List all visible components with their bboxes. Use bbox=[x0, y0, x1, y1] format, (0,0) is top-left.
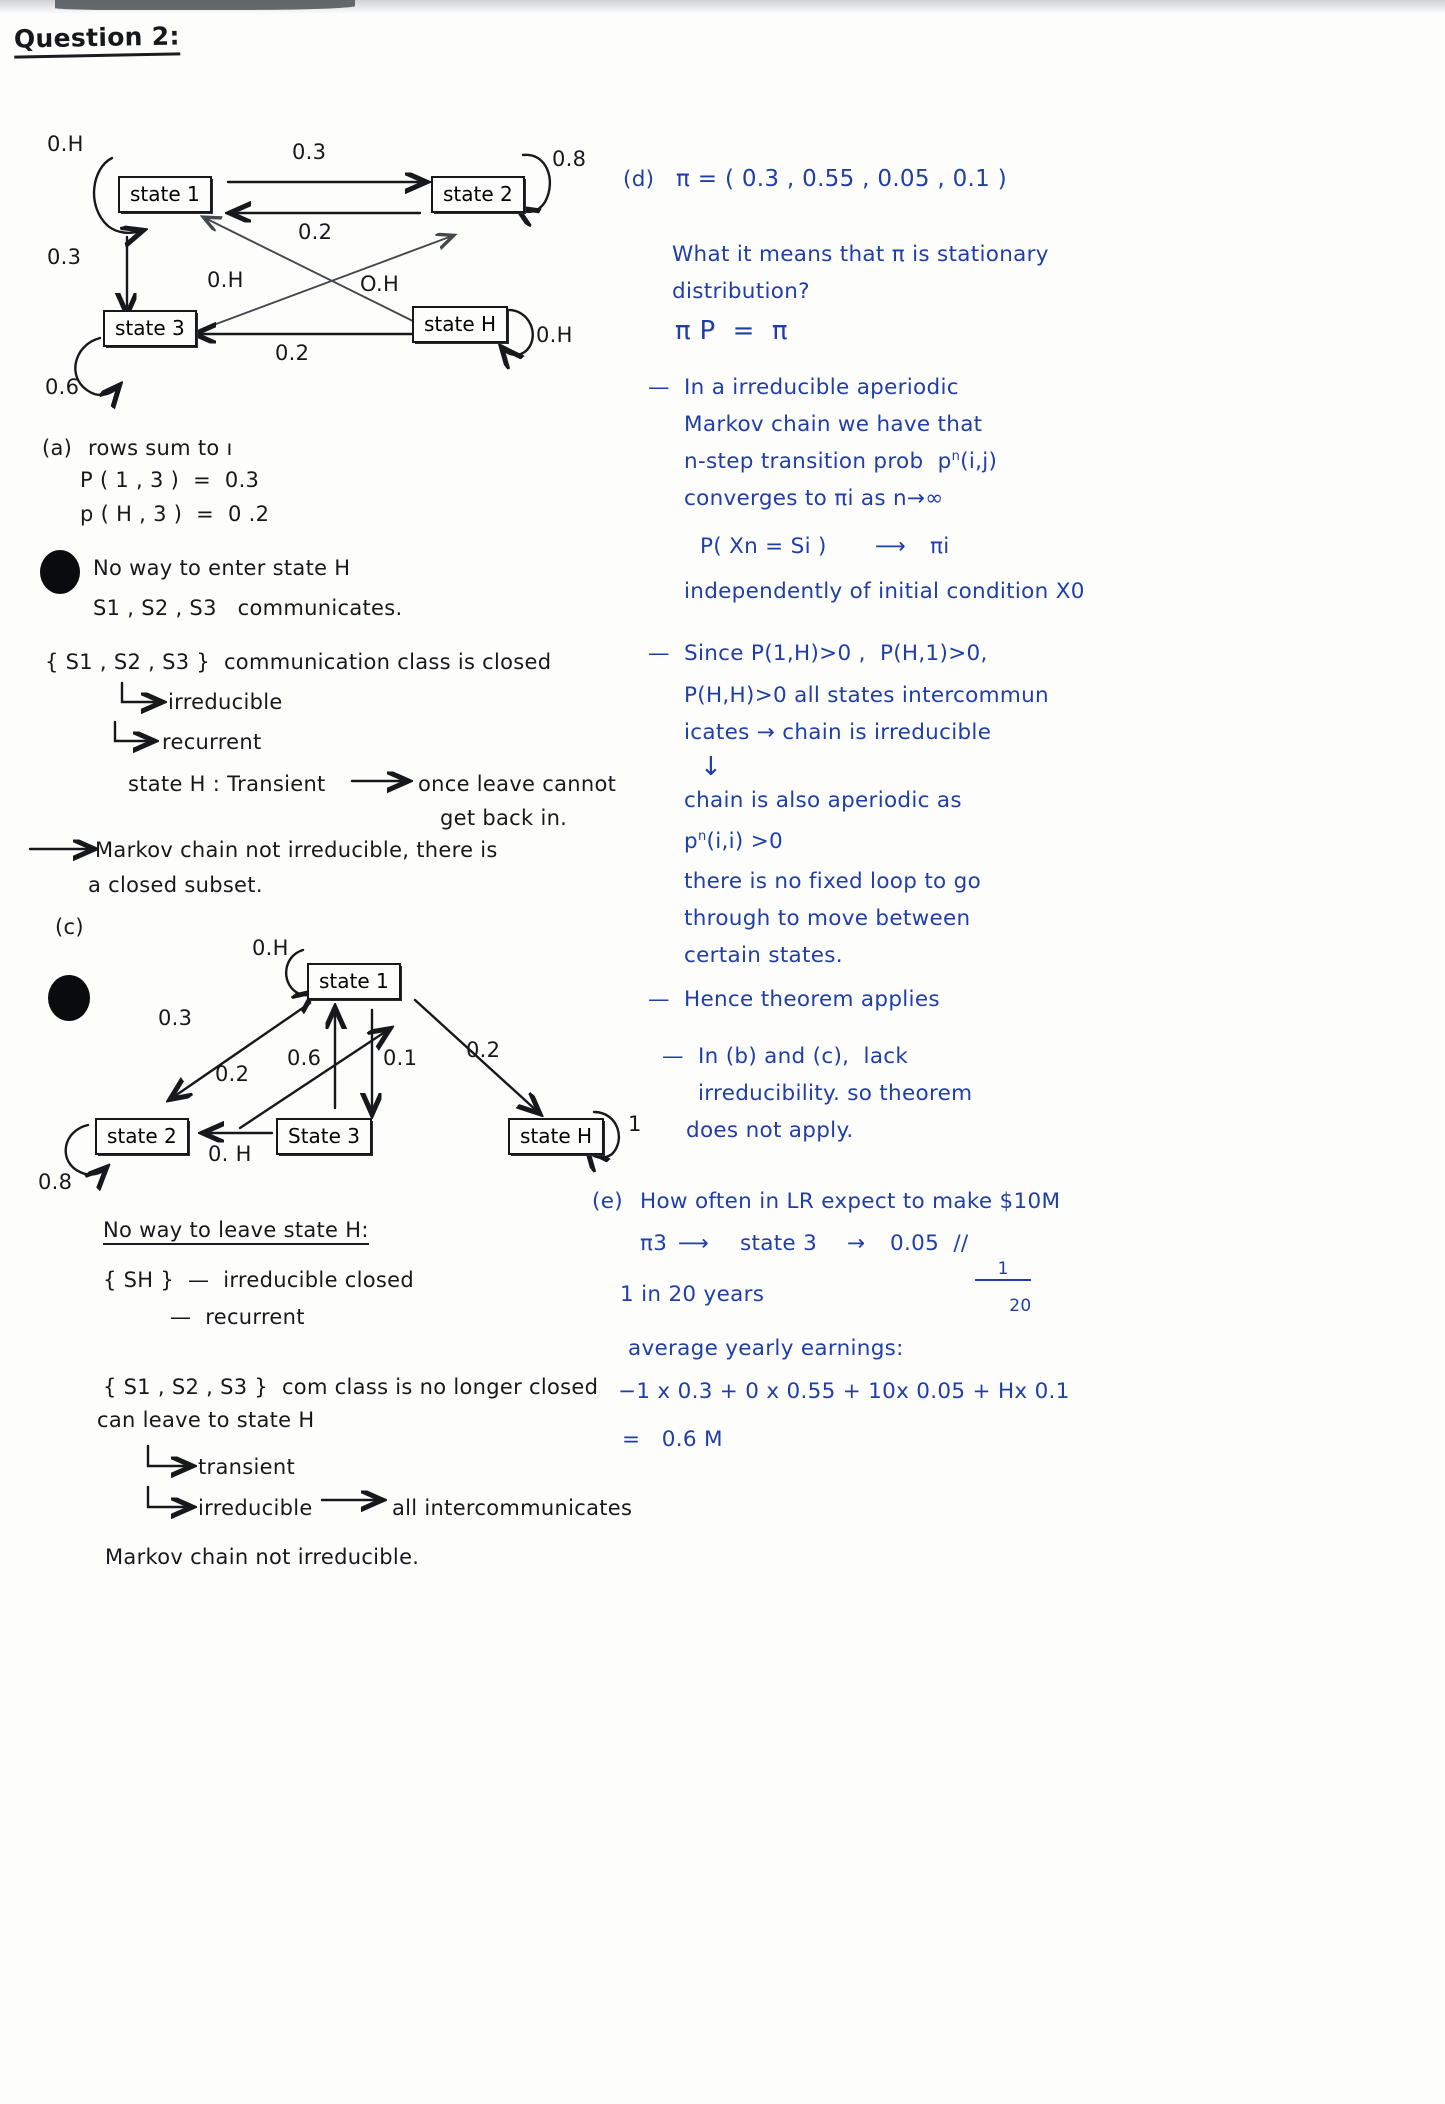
edge-label-1-to-3-b: 0.3 bbox=[47, 245, 82, 269]
part-b-line-4: irreducible bbox=[168, 690, 283, 714]
part-d-b1-line-2: Markov chain we have that bbox=[684, 412, 983, 437]
edge-label-2-to-1-c: 0.2 bbox=[215, 1062, 250, 1086]
part-d-b2-line-6: there is no fixed loop to go bbox=[684, 869, 982, 894]
scan-top-shadow bbox=[55, 0, 355, 10]
part-a-line-1: rows sum to ı bbox=[88, 436, 233, 460]
part-d-b2-p: p bbox=[684, 829, 698, 855]
edge-label-self-3-b: 0.6 bbox=[45, 375, 80, 399]
part-d-pi-vector: π = ( 0.3 , 0.55 , 0.05 , 0.1 ) bbox=[676, 166, 1007, 192]
part-e-line-4: average yearly earnings: bbox=[628, 1336, 904, 1361]
part-d-b2-line-5 bbox=[684, 830, 783, 855]
part-d-b1-line-6: independently of initial condition X0 bbox=[684, 579, 1085, 604]
part-d-b1-line-3-text: n-step transition prob p bbox=[684, 449, 952, 475]
part-b-line-9: Markov chain not irreducible, there is bbox=[95, 838, 498, 862]
part-c-line-4: can leave to state H bbox=[97, 1408, 315, 1432]
part-e-line-5: −1 x 0.3 + 0 x 0.55 + 10x 0.05 + Hx 0.1 bbox=[618, 1379, 1070, 1404]
part-d-dash-1: — bbox=[648, 375, 670, 400]
part-b-line-6: state H : Transient bbox=[128, 772, 326, 796]
edge-label-1-to-4-c: 0.2 bbox=[466, 1038, 501, 1062]
node-state-1-b: state 1 bbox=[118, 176, 212, 213]
edge-label-self-2-b: 0.8 bbox=[552, 147, 587, 171]
node-state-4-b: state H bbox=[412, 306, 508, 343]
part-d-b2-line-8: certain states. bbox=[684, 943, 843, 968]
node-state-3-b: state 3 bbox=[103, 310, 197, 347]
node-state-2-c: state 2 bbox=[95, 1118, 189, 1155]
part-d-b1-line-5-b: πi bbox=[930, 534, 950, 559]
part-c-marker: (c) bbox=[55, 915, 84, 939]
part-d-b1-line-3-tail: (i,j) bbox=[960, 449, 998, 475]
part-d-dash-3: — bbox=[648, 987, 670, 1012]
part-a-line-3: p ( H , 3 ) = 0 .2 bbox=[80, 502, 270, 526]
part-b-line-1: No way to enter state H bbox=[93, 556, 351, 580]
edge-label-self-4-c: 1 bbox=[628, 1112, 642, 1136]
edge-label-1-to-2-c: 0.3 bbox=[158, 1006, 193, 1030]
part-a-line-2: P ( 1 , 3 ) = 0.3 bbox=[80, 468, 260, 492]
part-c-line-3: { S1 , S2 , S3 } com class is no longer closed bbox=[103, 1375, 599, 1399]
part-e-heading: How often in LR expect to make $10M bbox=[640, 1189, 1061, 1214]
part-a-marker: (a) bbox=[42, 436, 73, 460]
part-e-line-6: = 0.6 M bbox=[622, 1427, 723, 1452]
part-d-b1-line-4: converges to πi as n→∞ bbox=[684, 486, 944, 511]
part-c-line-8: Markov chain not irreducible. bbox=[105, 1545, 420, 1569]
page-title: Question 2: bbox=[14, 22, 180, 58]
node-state-2-b: state 2 bbox=[431, 176, 525, 213]
part-d-question-line-2: distribution? bbox=[672, 279, 810, 304]
part-d-b2-line-1: Since P(1,H)>0 , P(H,1)>0, bbox=[684, 641, 988, 666]
part-c-line-1: { SH } — irreducible closed bbox=[103, 1268, 414, 1292]
edge-label-cross-down-b: O.H bbox=[360, 272, 400, 296]
part-c-line-2: — recurrent bbox=[170, 1305, 305, 1329]
part-d-dash-4: — bbox=[662, 1044, 684, 1069]
edge-label-4-to-3-b: 0.2 bbox=[275, 341, 310, 365]
part-e-fraction bbox=[975, 1225, 1031, 1334]
part-c-line-5: transient bbox=[198, 1455, 295, 1479]
edge-label-2-to-1-b: 0.2 bbox=[298, 220, 333, 244]
part-d-b1-line-5-a: P( Xn = Si ) bbox=[700, 534, 827, 559]
part-d-b3-line: Hence theorem applies bbox=[684, 987, 940, 1012]
part-d-b4-line-3: does not apply. bbox=[686, 1118, 854, 1143]
part-e-line-3: 1 in 20 years bbox=[620, 1282, 765, 1307]
edge-label-3-to-2-c: 0. H bbox=[208, 1142, 252, 1166]
edge-label-3-to-1-c: 0.6 bbox=[287, 1046, 322, 1070]
part-e-state3: state 3 bbox=[740, 1231, 818, 1256]
part-d-b2-tail: (i,i) >0 bbox=[706, 829, 783, 855]
edge-label-self-1-b: 0.H bbox=[47, 132, 84, 156]
part-d-b1-line-1: In a irreducible aperiodic bbox=[684, 375, 959, 400]
part-c-line-7: all intercommunicates bbox=[392, 1496, 633, 1520]
node-state-4-c: state H bbox=[508, 1118, 604, 1155]
part-d-b2-exponent: n bbox=[697, 829, 707, 844]
part-e-fraction-denominator: 20 bbox=[1009, 1296, 1032, 1317]
part-e-arrow-2-icon: → bbox=[847, 1231, 866, 1256]
part-c-heading: No way to leave state H: bbox=[103, 1218, 369, 1245]
part-b-line-7: once leave cannot bbox=[418, 772, 617, 796]
edge-label-1-to-3-c: 0.1 bbox=[383, 1046, 418, 1070]
edge-label-self-2-c: 0.8 bbox=[38, 1170, 73, 1194]
part-d-b2-line-7: through to move between bbox=[684, 906, 971, 931]
part-d-dash-2: — bbox=[648, 641, 670, 666]
part-d-b1-exponent: n bbox=[951, 449, 961, 464]
part-c-bullet-dot bbox=[48, 975, 90, 1021]
part-b-line-3: { S1 , S2 , S3 } communication class is closed bbox=[45, 650, 552, 674]
part-b-bullet-dot bbox=[40, 550, 80, 594]
part-e-fraction-numerator: 1 bbox=[975, 1261, 1031, 1281]
part-d-equation: π P = π bbox=[675, 316, 788, 346]
part-b-line-10: a closed subset. bbox=[88, 873, 263, 897]
node-state-1-c: state 1 bbox=[307, 963, 401, 1000]
part-e-arrow-1-icon: ⟶ bbox=[678, 1231, 710, 1256]
edge-label-cross-up-b: 0.H bbox=[207, 268, 244, 292]
part-d-b1-line-5-arrow: ⟶ bbox=[875, 534, 907, 559]
part-e-value: 0.05 // bbox=[890, 1231, 969, 1256]
part-e-pi3: π3 bbox=[640, 1231, 668, 1256]
part-b-line-8: get back in. bbox=[440, 806, 568, 830]
part-d-b2-line-3: icates → chain is irreducible bbox=[684, 720, 992, 745]
part-d-b1-line-3 bbox=[684, 450, 997, 475]
part-d-question-line-1: What it means that π is stationary bbox=[672, 242, 1049, 267]
part-e-marker: (e) bbox=[592, 1189, 623, 1214]
part-b-line-2: S1 , S2 , S3 communicates. bbox=[93, 596, 403, 620]
edge-label-1-to-2-b: 0.3 bbox=[292, 140, 327, 164]
part-d-b2-line-2: P(H,H)>0 all states intercommun bbox=[684, 683, 1049, 708]
part-b-line-5: recurrent bbox=[162, 730, 262, 754]
part-d-down-arrow-icon: ↓ bbox=[700, 752, 723, 782]
part-d-marker: (d) bbox=[623, 167, 655, 192]
node-state-3-c: State 3 bbox=[276, 1118, 372, 1155]
edge-label-self-1-c: 0.H bbox=[252, 936, 289, 960]
part-d-b4-line-1: In (b) and (c), lack bbox=[698, 1044, 909, 1069]
part-d-b4-line-2: irreducibility. so theorem bbox=[698, 1081, 973, 1106]
part-c-line-6: irreducible bbox=[198, 1496, 313, 1520]
part-d-b2-line-4: chain is also aperiodic as bbox=[684, 788, 962, 813]
edge-label-self-4-b: 0.H bbox=[536, 323, 573, 347]
